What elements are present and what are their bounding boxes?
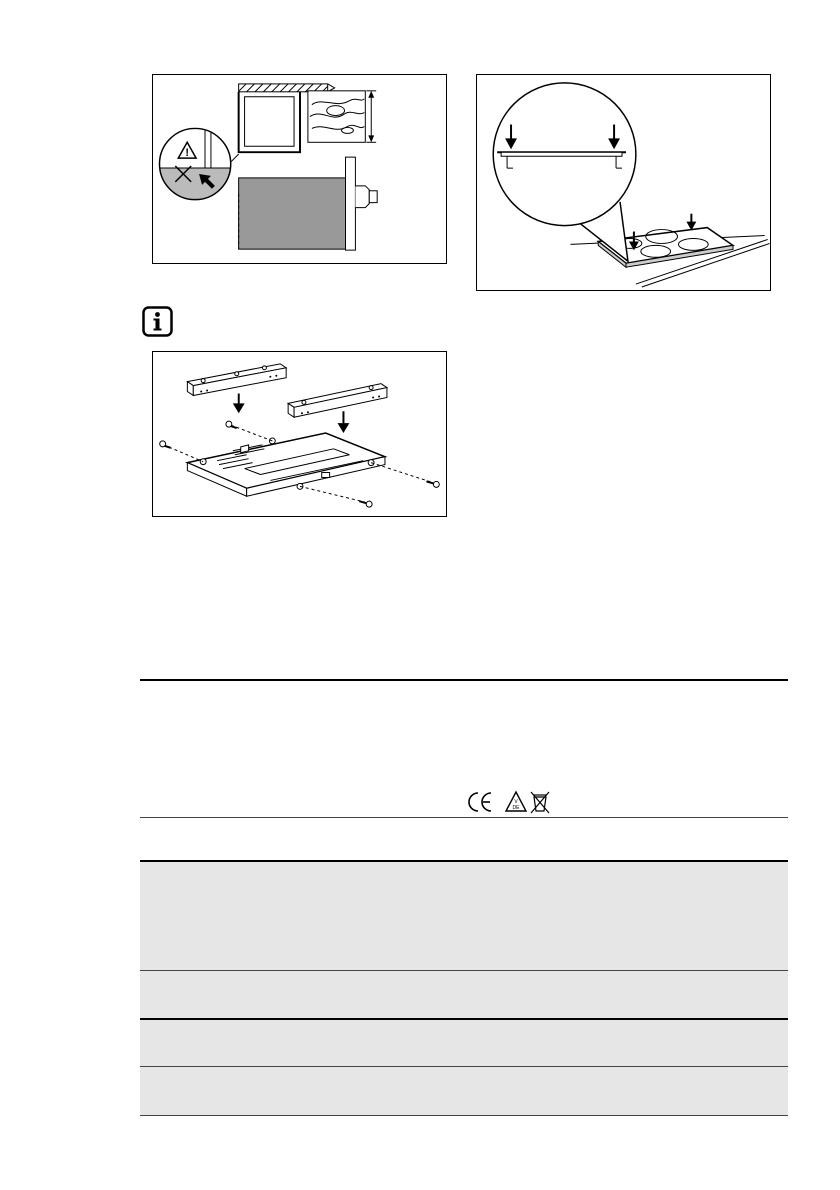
hob-body xyxy=(239,92,300,152)
protection-box-tray xyxy=(187,433,385,496)
table-row xyxy=(140,1066,788,1116)
mounting-rail-left xyxy=(187,364,286,396)
table-row xyxy=(140,860,788,970)
figure-hob-sealing-strip xyxy=(476,74,771,291)
oven-door xyxy=(346,157,356,250)
table-row xyxy=(140,970,788,1018)
worktop-section-drawing xyxy=(153,75,446,263)
certification-marks xyxy=(464,789,554,815)
svg-text:DE: DE xyxy=(512,805,520,811)
info-icon xyxy=(142,306,173,337)
table-row xyxy=(140,1018,788,1066)
svg-text:V: V xyxy=(514,799,518,805)
table-top-rule xyxy=(140,679,788,681)
oven-body xyxy=(239,178,346,249)
hob-sealing-drawing xyxy=(477,75,770,290)
sealing-detail xyxy=(493,83,636,226)
figure-protection-box xyxy=(152,351,447,517)
figure-worktop-section xyxy=(152,74,447,264)
worktop-wood xyxy=(308,91,365,142)
table-divider xyxy=(140,817,788,818)
mounting-rail-right xyxy=(288,384,387,418)
warning-detail xyxy=(154,128,243,207)
ce-mark-icon xyxy=(469,793,491,811)
vde-mark-icon xyxy=(506,792,526,811)
oven-handle xyxy=(355,186,369,208)
protection-box-drawing xyxy=(153,352,446,516)
svg-text:!: ! xyxy=(185,147,190,160)
weee-bin-icon xyxy=(531,792,549,813)
